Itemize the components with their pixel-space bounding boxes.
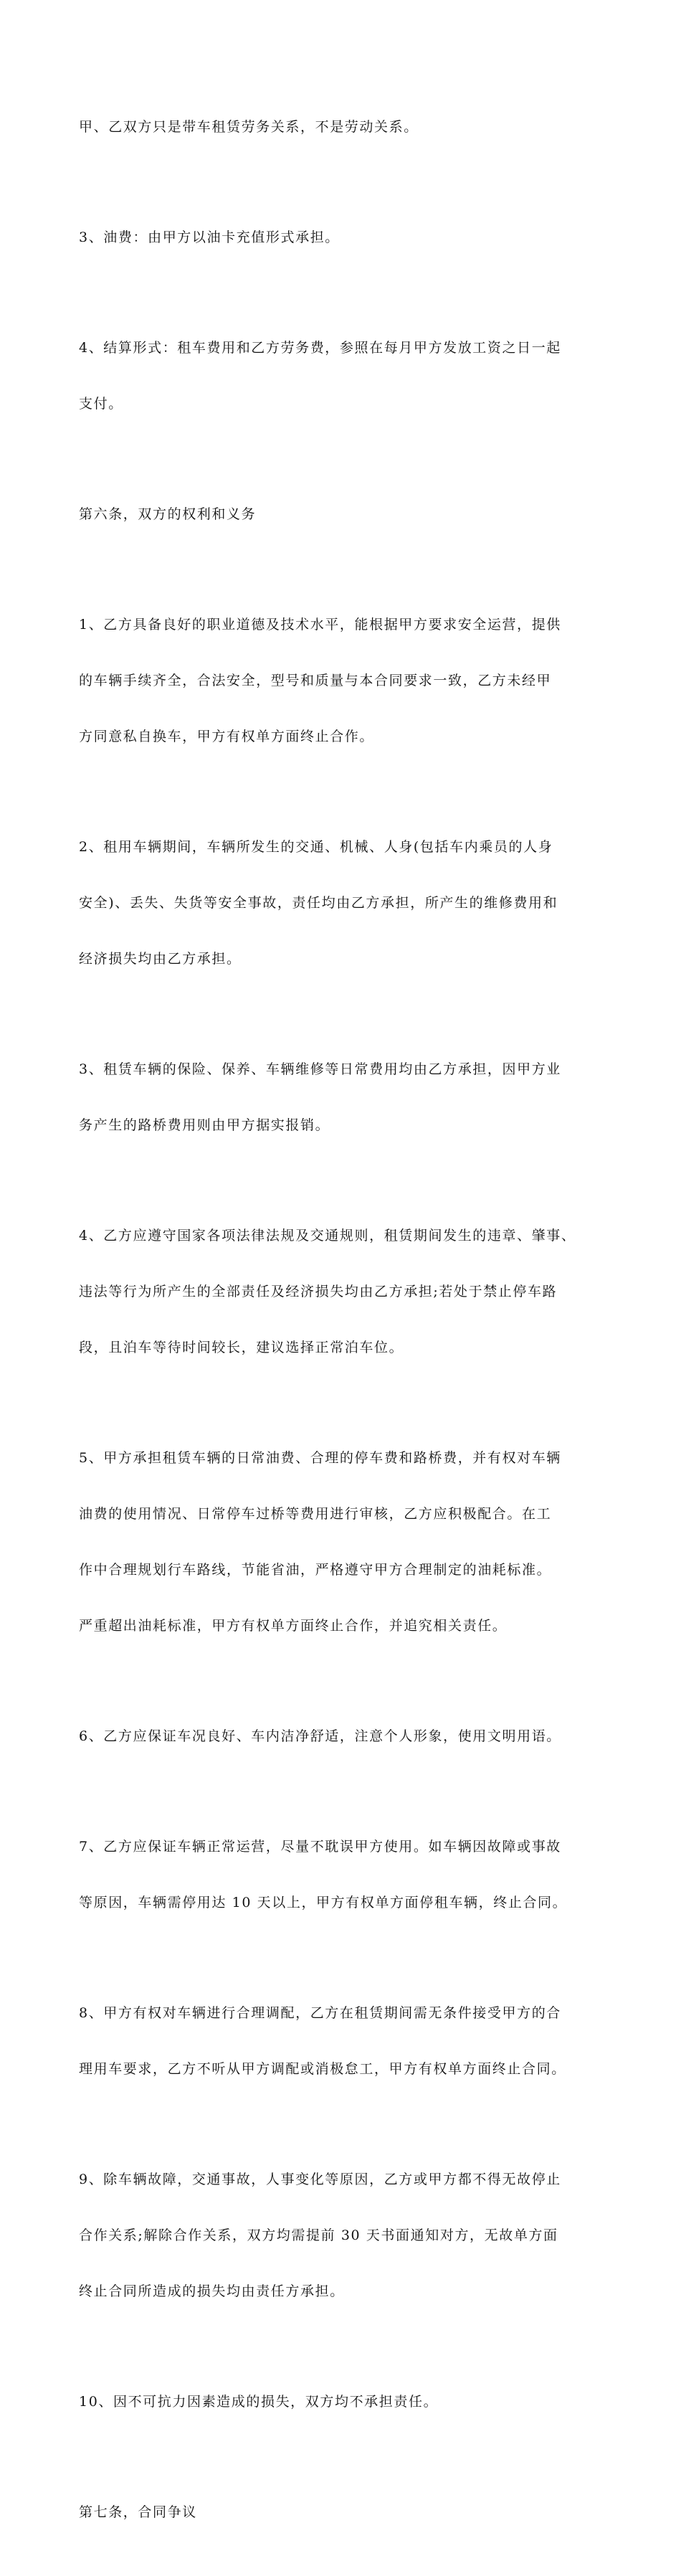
text-line: 6、乙方应保证车况良好、车内洁净舒适，注意个人形象，使用文明用语。 [79,1728,561,1744]
text-line: 等原因，车辆需停用达 10 天以上，甲方有权单方面停租车辆，终止合同。 [79,1895,568,1910]
paragraph-clause-1 [79,578,609,783]
text-line: 7、乙方应保证车辆正常运营，尽量不耽误甲方使用。如车辆因故障或事故 [79,1839,561,1855]
text-line: 甲、乙双方只是带车租赁劳务关系，不是劳动关系。 [79,119,419,135]
text-line: 1、乙方具备良好的职业道德及技术水平，能根据甲方要求安全运营，提供 [79,617,561,633]
text-line: 3、油费：由甲方以油卡充值形式承担。 [79,229,340,245]
text-line: 油费的使用情况、日常停车过桥等费用进行审核，乙方应积极配合。在工 [79,1506,552,1522]
text-line: 8、甲方有权对车辆进行合理调配，乙方在租赁期间需无条件接受甲方的合 [79,2005,561,2021]
text-line: 方同意私自换车，甲方有权单方面终止合作。 [79,729,375,744]
paragraph-relationship [79,80,609,174]
text-line: 作中合理规划行车路线，节能省油，严格遵守甲方合理制定的油耗标准。 [79,1562,552,1578]
paragraph-clause-9 [79,2133,609,2338]
text-line: 4、结算形式：租车费用和乙方劳务费，参照在每月甲方发放工资之日一起 [79,340,561,356]
paragraph-clause-4 [79,1189,609,1394]
text-line: 第七条，合同争议 [79,2504,197,2520]
paragraph-clause-8 [79,1966,609,2116]
text-line: 终止合同所造成的损失均由责任方承担。 [79,2283,345,2299]
paragraph-clause-6 [79,1690,609,1783]
text-line: 支付。 [79,396,123,412]
paragraph-settlement [79,301,609,450]
section-heading-article-7 [79,2466,609,2559]
paragraph-clause-2 [79,800,609,1005]
text-line: 严重超出油耗标准，甲方有权单方面终止合作，并追究相关责任。 [79,1618,508,1634]
text-line: 10、因不可抗力因素造成的损失，双方均不承担责任。 [79,2394,439,2410]
text-line: 安全)、丢失、失货等安全事故，责任均由乙方承担，所产生的维修费用和 [79,895,558,911]
paragraph-clause-7 [79,1800,609,1949]
text-line: 9、除车辆故障，交通事故，人事变化等原因，乙方或甲方都不得无故停止 [79,2172,561,2187]
paragraph-clause-10 [79,2355,609,2448]
text-line: 理用车要求，乙方不听从甲方调配或消极怠工，甲方有权单方面终止合同。 [79,2061,566,2077]
text-line: 3、租赁车辆的保险、保养、车辆维修等日常费用均由乙方承担，因甲方业 [79,1061,561,1077]
text-line: 5、甲方承担租赁车辆的日常油费、合理的停车费和路桥费，并有权对车辆 [79,1450,561,1466]
text-line: 4、乙方应遵守国家各项法律法规及交通规则，租赁期间发生的违章、肇事、 [79,1228,576,1244]
text-line: 合作关系;解除合作关系，双方均需提前 30 天书面通知对方，无故单方面 [79,2227,558,2243]
text-line: 务产生的路桥费用则由甲方据实报销。 [79,1117,330,1133]
text-line: 2、租用车辆期间，车辆所发生的交通、机械、人身(包括车内乘员的人身 [79,839,553,855]
text-line: 第六条，双方的权利和义务 [79,506,257,522]
paragraph-clause-3 [79,1023,609,1172]
text-line: 段，且泊车等待时间较长，建议选择正常泊车位。 [79,1340,404,1355]
text-line: 的车辆手续齐全，合法安全，型号和质量与本合同要求一致，乙方未经甲 [79,673,552,688]
section-heading-article-6 [79,468,609,561]
paragraph-fuel-cost [79,191,609,284]
text-line: 经济损失均由乙方承担。 [79,951,242,967]
paragraph-clause-5 [79,1411,609,1672]
text-line: 违法等行为所产生的全部责任及经济损失均由乙方承担;若处于禁止停车路 [79,1284,558,1299]
document-body [79,80,609,2576]
